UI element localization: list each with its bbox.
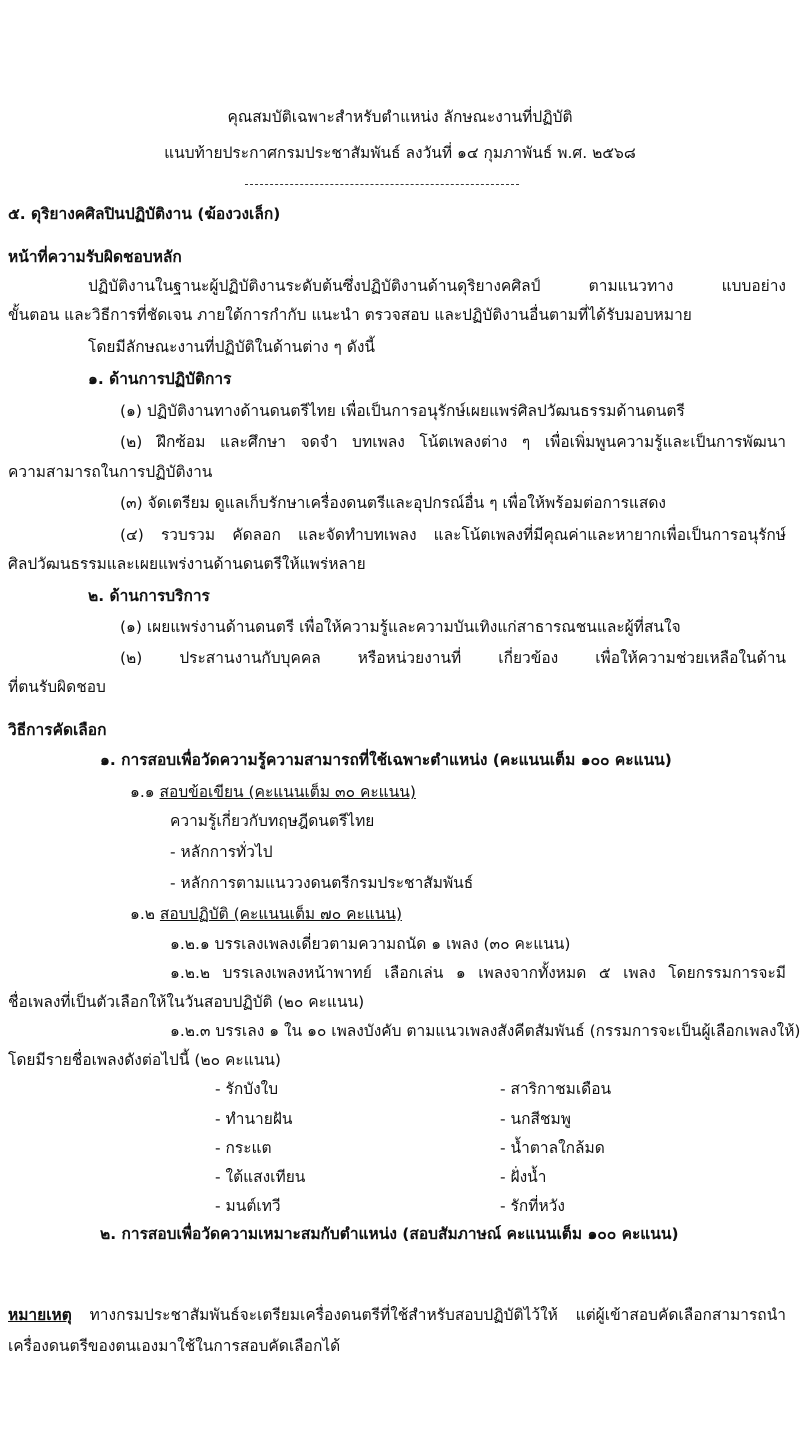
duties-heading: หน้าที่ความรับผิดชอบหลัก xyxy=(8,248,182,266)
song-list-item: - นกสีชมพู xyxy=(500,1110,571,1128)
note-label: หมายเหตุ xyxy=(8,1306,72,1324)
header-title-line-1: คุณสมบัติเฉพาะสำหรับตำแหน่ง ลักษณะงานที่ปฏิบัติ xyxy=(227,108,573,126)
duties-intro-line-3: โดยมีลักษณะงานที่ปฏิบัติในด้านต่าง ๆ ดังนี้ xyxy=(88,338,376,356)
song-list-item: - ทำนายฝัน xyxy=(215,1110,293,1128)
selection-sub-1-2-2-line-2: ชื่อเพลงที่เป็นตัวเลือกให้ในวันสอบปฏิบัติ (๒๐ คะแนน) xyxy=(8,993,365,1011)
song-list-item: - สาริกาชมเดือน xyxy=(500,1080,612,1098)
duties-section-1-item-2-line-1: (๒) ฝึกซ้อม และศึกษา จดจำ บทเพลง โน้ตเพลงต่าง ๆ เพื่อเพิ่มพูนความรู้และเป็นการพัฒนา xyxy=(120,433,786,451)
song-list-item: - ฝั่งน้ำ xyxy=(500,1168,547,1186)
selection-sub-1-1-line-2: - หลักการทั่วไป xyxy=(170,843,273,861)
selection-sub-1-1-title: สอบข้อเขียน (คะแนนเต็ม ๓๐ คะแนน) xyxy=(159,783,416,801)
header-title-line-2: แนบท้ายประกาศกรมประชาสัมพันธ์ ลงวันที่ ๑๔ กุมภาพันธ์ พ.ศ. ๒๕๖๘ xyxy=(164,144,636,162)
selection-sub-1-1 xyxy=(130,781,416,803)
duties-section-1-item-3: (๓) จัดเตรียม ดูแลเก็บรักษาเครื่องดนตรีและอุปกรณ์อื่น ๆ เพื่อให้พร้อมต่อการแสดง xyxy=(120,494,666,512)
duties-section-2-title: ๒. ด้านการบริการ xyxy=(88,587,210,605)
selection-sub-1-1-number: ๑.๑ xyxy=(130,783,155,801)
selection-heading: วิธีการคัดเลือก xyxy=(8,721,107,739)
selection-item-1: ๑. การสอบเพื่อวัดความรู้ความสามารถที่ใช้เฉพาะตำแหน่ง (คะแนนเต็ม ๑๐๐ คะแนน) xyxy=(100,751,672,769)
selection-sub-1-2-3-line-1: ๑.๒.๓ บรรเลง ๑ ใน ๑๐ เพลงบังคับ ตามแนวเพลงสังคีตสัมพันธ์ (กรรมการจะเป็นผู้เลือกเพลงให้) xyxy=(170,1022,800,1040)
note-line-2: เครื่องดนตรีของตนเองมาใช้ในการสอบคัดเลือกได้ xyxy=(8,1337,341,1355)
selection-sub-1-2-2-line-1: ๑.๒.๒ บรรเลงเพลงหน้าพาทย์ เลือกเล่น ๑ เพลงจากทั้งหมด ๕ เพลง โดยกรรมการจะมี xyxy=(170,964,786,982)
note-text-1: ทางกรมประชาสัมพันธ์จะเตรียมเครื่องดนตรีที่ใช้สำหรับสอบปฏิบัติไว้ให้ แต่ผู้เข้าสอบคัดเลือกสามารถนำ xyxy=(71,1306,786,1324)
duties-section-1-title: ๑. ด้านการปฏิบัติการ xyxy=(88,370,232,388)
duties-section-2-item-2-line-1: (๒) ประสานงานกับบุคคล หรือหน่วยงานที่ เกี่ยวข้อง เพื่อให้ความช่วยเหลือในด้าน xyxy=(120,649,786,667)
selection-sub-1-2 xyxy=(130,903,402,925)
duties-section-2-item-1: (๑) เผยแพร่งานด้านดนตรี เพื่อให้ความรู้และความบันเทิงแก่สาธารณชนและผู้ที่สนใจ xyxy=(120,618,681,636)
duties-section-1-item-1: (๑) ปฏิบัติงานทางด้านดนตรีไทย เพื่อเป็นการอนุรักษ์เผยแพร่ศิลปวัฒนธรรมด้านดนตรี xyxy=(120,402,685,420)
song-list-item: - รักบังใบ xyxy=(215,1080,279,1098)
song-list-item: - มนต์เทวี xyxy=(215,1197,281,1215)
duties-intro-line-1: ปฏิบัติงานในฐานะผู้ปฏิบัติงานระดับต้นซึ่งปฏิบัติงานด้านดุริยางคศิลป์ ตามแนวทาง แบบอย่าง xyxy=(88,277,786,295)
duties-section-1-item-4-line-2: ศิลปวัฒนธรรมและเผยแพร่งานด้านดนตรีให้แพร่หลาย xyxy=(8,555,366,573)
selection-sub-1-2-title: สอบปฏิบัติ (คะแนนเต็ม ๗๐ คะแนน) xyxy=(159,905,403,923)
selection-sub-1-1-line-1: ความรู้เกี่ยวกับทฤษฎีดนตรีไทย xyxy=(170,812,375,830)
song-list-item: - รักที่หวัง xyxy=(500,1197,565,1215)
duties-section-1-item-2-line-2: ความสามารถในการปฏิบัติงาน xyxy=(8,463,213,481)
song-list-item: - ใต้แสงเทียน xyxy=(215,1168,306,1186)
note-line-1 xyxy=(8,1304,786,1326)
duties-intro-line-2: ขั้นตอน และวิธีการที่ชัดเจน ภายใต้การกำกับ แนะนำ ตรวจสอบ และปฏิบัติงานอื่นตามที่ได้รับมอบหมาย xyxy=(8,306,692,324)
song-list-item: - กระแต xyxy=(215,1139,272,1157)
selection-sub-1-2-3-line-2: โดยมีรายชื่อเพลงดังต่อไปนี้ (๒๐ คะแนน) xyxy=(8,1051,281,1069)
selection-sub-1-2-number: ๑.๒ xyxy=(130,905,155,923)
position-title: ๕. ดุริยางคศิลปินปฏิบัติงาน (ฆ้องวงเล็ก) xyxy=(8,205,281,223)
song-list-item: - น้ำตาลใกล้มด xyxy=(500,1139,605,1157)
selection-sub-1-1-line-3: - หลักการตามแนววงดนตรีกรมประชาสัมพันธ์ xyxy=(170,874,474,892)
header-divider xyxy=(245,184,519,185)
duties-section-1-item-4-line-1: (๔) รวบรวม คัดลอก และจัดทำบทเพลง และโน้ตเพลงที่มีคุณค่าและหายากเพื่อเป็นการอนุรักษ์ xyxy=(120,526,786,544)
selection-item-2: ๒. การสอบเพื่อวัดความเหมาะสมกับตำแหน่ง (สอบสัมภาษณ์ คะแนนเต็ม ๑๐๐ คะแนน) xyxy=(100,1225,679,1243)
duties-section-2-item-2-line-2: ที่ตนรับผิดชอบ xyxy=(8,678,106,696)
selection-sub-1-2-1: ๑.๒.๑ บรรเลงเพลงเดี่ยวตามความถนัด ๑ เพลง (๓๐ คะแนน) xyxy=(170,935,571,953)
